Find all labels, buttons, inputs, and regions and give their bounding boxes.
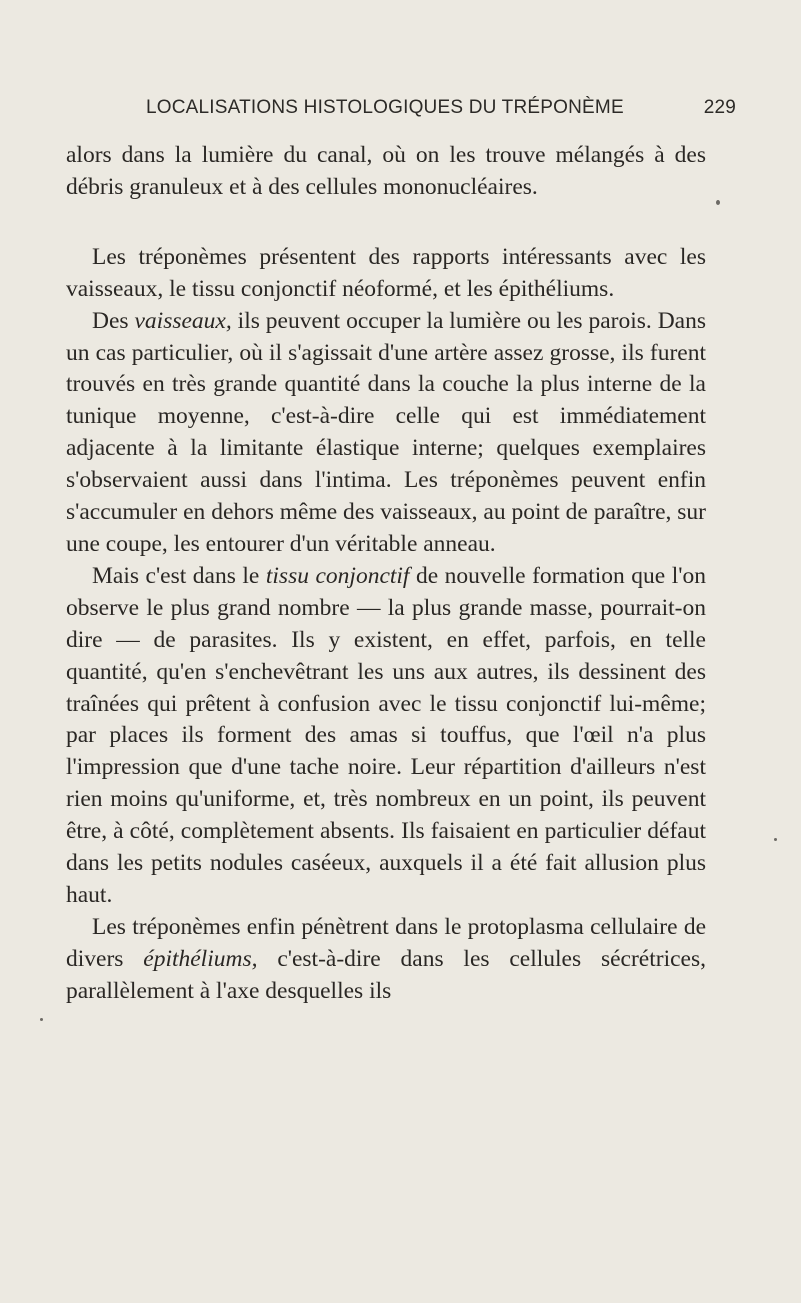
paragraph-intro [66, 242, 706, 306]
running-header [146, 97, 736, 121]
paragraph-text: c'est-à-dire dans les cellules sécrétrices, parallèlement à l'axe desquelles ils [66, 945, 706, 1004]
page-number: 229 [703, 97, 736, 118]
italic-term: tissu conjonctif [265, 562, 410, 589]
paragraph-text: Les tréponèmes présentent des rapports intéressants avec les vaisseaux, le tissu conjonctif néoformé, et les épithéliums. [66, 243, 706, 302]
print-speck [40, 1018, 43, 1021]
print-speck [774, 838, 777, 841]
paragraph-text: de nouvelle formation que l'on observe le plus grand nombre — la plus grande masse, pourrait-on dire — de parasites. Ils y existent, en effet, parfois, en telle quantité, qu'en s'enchevêtrant les uns aux autres, ils dessinent des traînées qui prêtent à confusion avec le tissu conjonctif lui-même; par places ils forment des amas si touffus, que l'œil n'a plus l'impression que d'une tache noire. Leur répartition d'ailleurs n'est rien moins qu'uniforme, et, très nombreux en un point, ils peuvent être, à côté, complètement absents. Ils faisaient en particulier défaut dans les petits nodules caséeux, auxquels il a été fait allusion plus haut. [66, 562, 707, 908]
paragraph-lead: Des [92, 307, 135, 334]
paragraph-lead: Mais c'est dans le [92, 562, 266, 589]
italic-term: vaisseaux, [134, 307, 232, 334]
print-speck [716, 200, 720, 205]
paragraph-continuation [66, 140, 706, 204]
paragraph-vaisseaux [66, 306, 706, 561]
paragraph-tissu-conjonctif [66, 561, 706, 912]
paragraph-epitheliums [66, 912, 706, 1008]
paragraph-lead: Les tréponèmes enfin pénètrent dans le protoplasma cellulaire de divers [66, 913, 706, 972]
body-text [66, 140, 706, 1008]
paragraph-text: alors dans la lumière du canal, où on les trouve mélangés à des débris granuleux et à des cellules mononucléaires. [66, 142, 706, 200]
italic-term: épithéliums, [143, 945, 258, 972]
paragraph-text: ils peuvent occuper la lumière ou les parois. Dans un cas particulier, où il s'agissait d'une artère assez grosse, ils furent trouvés en très grande quantité dans la couche la plus interne de la tunique moyenne, c'est-à-dire celle qui est immédiatement adjacente à la limitante élastique interne; quelques exemplaires s'observaient aussi dans l'intima. Les tréponèmes peuvent enfin s'accumuler en dehors même des vaisseaux, au point de paraître, sur une coupe, les entourer d'un véritable anneau. [66, 307, 707, 557]
header-title: LOCALISATIONS HISTOLOGIQUES DU TRÉPONÈME [146, 97, 624, 118]
